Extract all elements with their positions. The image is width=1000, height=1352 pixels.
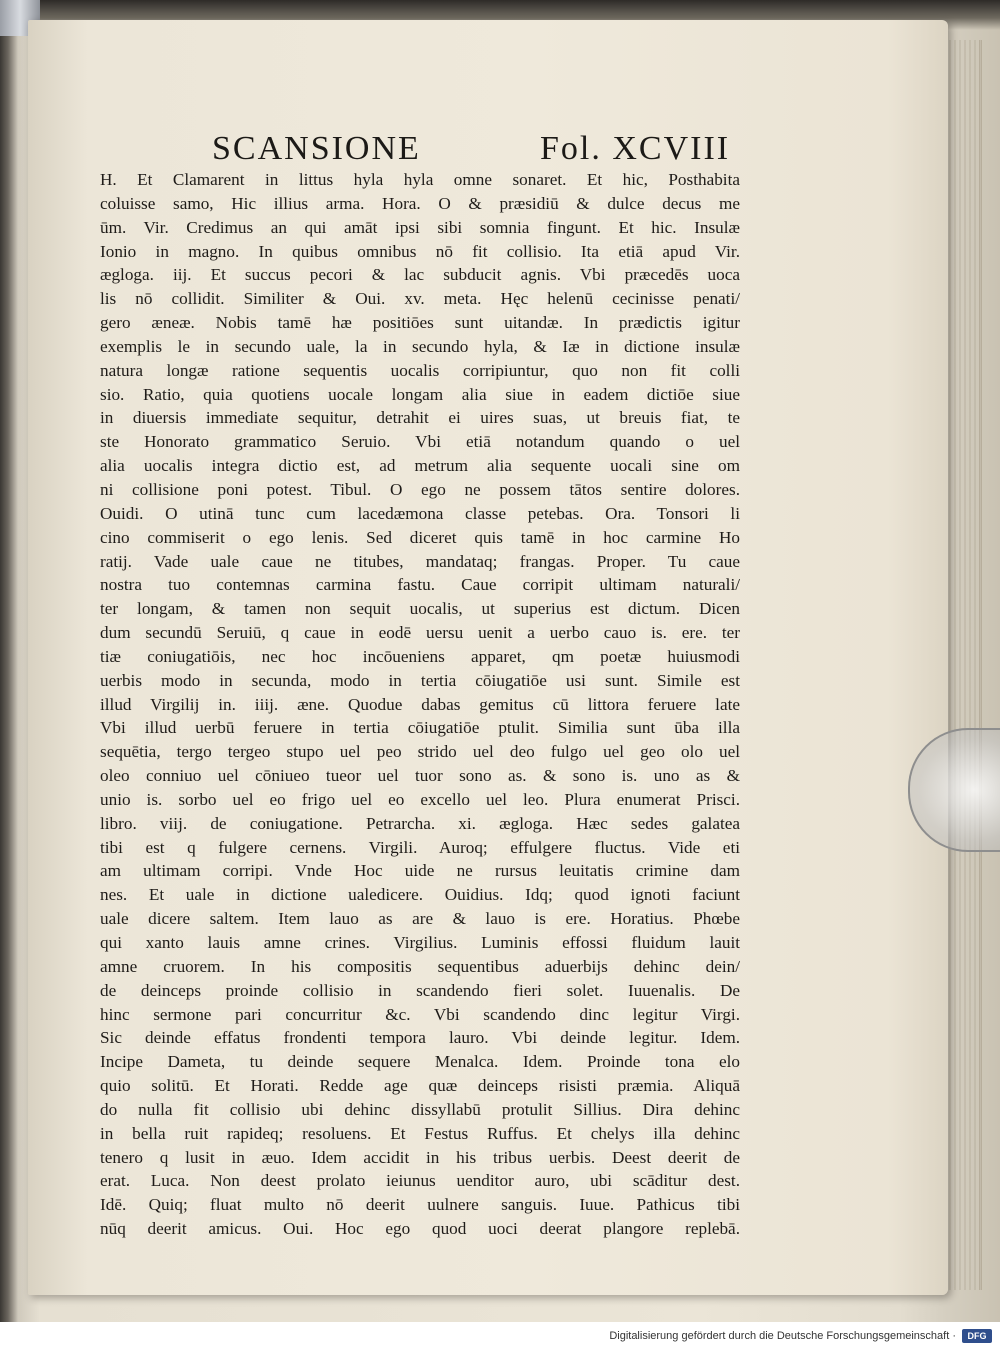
text-line: nūq deerit amicus. Oui. Hoc ego quod uoci deerat plangore replebā.	[100, 1219, 740, 1239]
text-line: Incipe Dameta, tu deinde sequere Menalca. Idem. Proinde tona elo	[100, 1052, 740, 1072]
text-line: ægloga. iij. Et succus pecori & lac subducit agnis. Vbi præcedēs uoca	[100, 265, 740, 285]
footer-bar	[0, 1322, 1000, 1352]
text-line: natura longæ ratione sequentis uocalis corripiuntur, quo non fit colli	[100, 360, 740, 380]
text-line: in diuersis immediate sequitur, detrahit ei uires suas, ut breuis fiat, te	[100, 408, 740, 428]
text-line: sequētia, tergo tergeo stupo uel peo strido uel deo fulgo uel geo olo uel	[100, 742, 740, 762]
text-line: exemplis le in secundo uale, la in secundo hyla, & Iæ in dictione insulæ	[100, 336, 740, 356]
text-line: tibi est q fulgere cernens. Virgili. Auroq; effulgere fluctus. Vide eti	[100, 837, 740, 857]
text-line: in bella ruit rapideq; resoluens. Et Festus Ruffus. Et chelys illa dehinc	[100, 1123, 740, 1143]
text-line: oleo conniuo uel cōniueo tueor uel tuor sono as. & sono is. uno as &	[100, 766, 740, 786]
text-line: quio solitū. Et Horati. Redde age quæ deinceps risisti præmia. Aliquā	[100, 1076, 740, 1096]
text-line: qui xanto lauis amne crines. Virgilius. Luminis effossi fluidum lauit	[100, 933, 740, 952]
text-line: amne cruorem. In his compositis sequentibus aduerbijs dehinc dein/	[100, 956, 740, 976]
text-line: tiæ coniugatiōis, nec hoc incōueniens apparet, qm poetæ huiusmodi	[100, 646, 740, 666]
text-line: Ouidi. O utinā tunc cum lacedæmona classe petebas. Ora. Tonsori li	[100, 503, 740, 523]
text-line: ūm. Vir. Credimus an qui amāt ipsi sibi somnia fingunt. Et hic. Insulæ	[100, 217, 740, 237]
text-line: dum secundū Seruiū, q caue in eodē uersu uenit a uerbo cauo is. ere. ter	[100, 623, 740, 643]
text-line: nostra tuo contemnas carmina fastu. Caue corripit ultimam naturali/	[100, 575, 740, 595]
text-line: Sic deinde effatus frondenti tempora lauro. Vbi deinde legitur. Idem.	[100, 1028, 740, 1048]
text-line: cino commiserit o ego lenis. Sed diceret quis tamē in hoc carmine Ho	[100, 527, 740, 547]
text-line: uale dicere saltem. Item lauo as are & lauo is ere. Horatius. Phœbe	[100, 909, 740, 929]
text-line: hinc sermone pari concurritur &c. Vbi scandendo dinc legitur Virgi.	[100, 1004, 740, 1024]
text-line: Ionio in magno. In quibus omnibus nō fit collisio. Ita etiā apud Vir.	[100, 241, 740, 261]
page-header	[0, 130, 1000, 170]
text-line: do nulla fit collisio ubi dehinc dissyllabū protulit Sillius. Dira dehinc	[100, 1099, 740, 1119]
text-line: libro. viij. de coniugatione. Petrarcha. xi. ægloga. Hæc sedes galatea	[100, 813, 740, 833]
text-line: gero æneæ. Nobis tamē hæ positiōes sunt uitandæ. In prædictis igitur	[100, 313, 740, 333]
folio-number: Fol. XCVIII	[540, 130, 731, 167]
text-line: unio is. sorbo uel eo frigo uel eo excello uel leo. Plura enumerat Prisci.	[100, 789, 740, 809]
text-line: alia uocalis integra dictio est, ad metrum alia sequente uocali sine om	[100, 456, 740, 476]
text-line: erat. Luca. Non deest prolato ieiunus uenditor auro, ubi scāditur dest.	[100, 1171, 740, 1191]
text-line: nes. Et uale in dictione ualedicere. Ouidius. Idq; quod ignoti faciunt	[100, 885, 740, 905]
funding-credit: Digitalisierung gefördert durch die Deutsche Forschungsgemeinschaft ·	[609, 1330, 956, 1342]
text-line: Vbi illud uerbū feruere in tertia cōiugatiōe ptulit. Similia sunt ūba illa	[100, 718, 740, 738]
text-line: ni collisione poni potest. Tibul. O ego ne possem tātos sentire dolores.	[100, 479, 740, 499]
text-line: coluisse samo, Hic illius arma. Hora. O & præsidiū & dulce decus me	[100, 193, 740, 213]
text-line: uerbis modo in secunda, modo in tertia cōiugatiōe usi sunt. Simile est	[100, 670, 740, 690]
body-text	[100, 168, 740, 1241]
text-line: de deinceps proinde collisio in scandendo fieri solet. Iuuenalis. De	[100, 980, 740, 1000]
text-line: lis nō collidit. Similiter & Oui. xv. meta. Hęc helenū cecinisse penati/	[100, 289, 740, 309]
text-line: sio. Ratio, quia quotiens uocale longam alia siue in eadem dictiōe siue	[100, 384, 740, 404]
text-line: Idē. Quiq; fluat multo nō deerit uulnere sanguis. Iuue. Pathicus tibi	[100, 1195, 740, 1215]
text-line: ste Honorato grammatico Seruio. Vbi etiā notandum quando o uel	[100, 432, 740, 452]
text-line: ratij. Vade uale caue ne titubes, mandataq; frangas. Proper. Tu caue	[100, 551, 740, 571]
text-line: illud Virgilij in. iiij. æne. Quodue dabas gemitus cū littora feruere late	[100, 694, 740, 714]
text-line: tenero q lusit in æuo. Idem accidit in his tribus uerbis. Deest deerit de	[100, 1147, 740, 1167]
running-title: SCANSIONE	[212, 130, 421, 167]
text-line: am ultimam corripi. Vnde Hoc uide ne rursus leuitatis crimine dam	[100, 861, 740, 881]
text-line: H. Et Clamarent in littus hyla hyla omne sonaret. Et hic, Posthabita	[100, 170, 740, 189]
dfg-logo[interactable]: DFG	[962, 1329, 992, 1343]
text-line: ter longam, & tamen non sequit uocalis, ut superius est dictum. Dicen	[100, 599, 740, 619]
